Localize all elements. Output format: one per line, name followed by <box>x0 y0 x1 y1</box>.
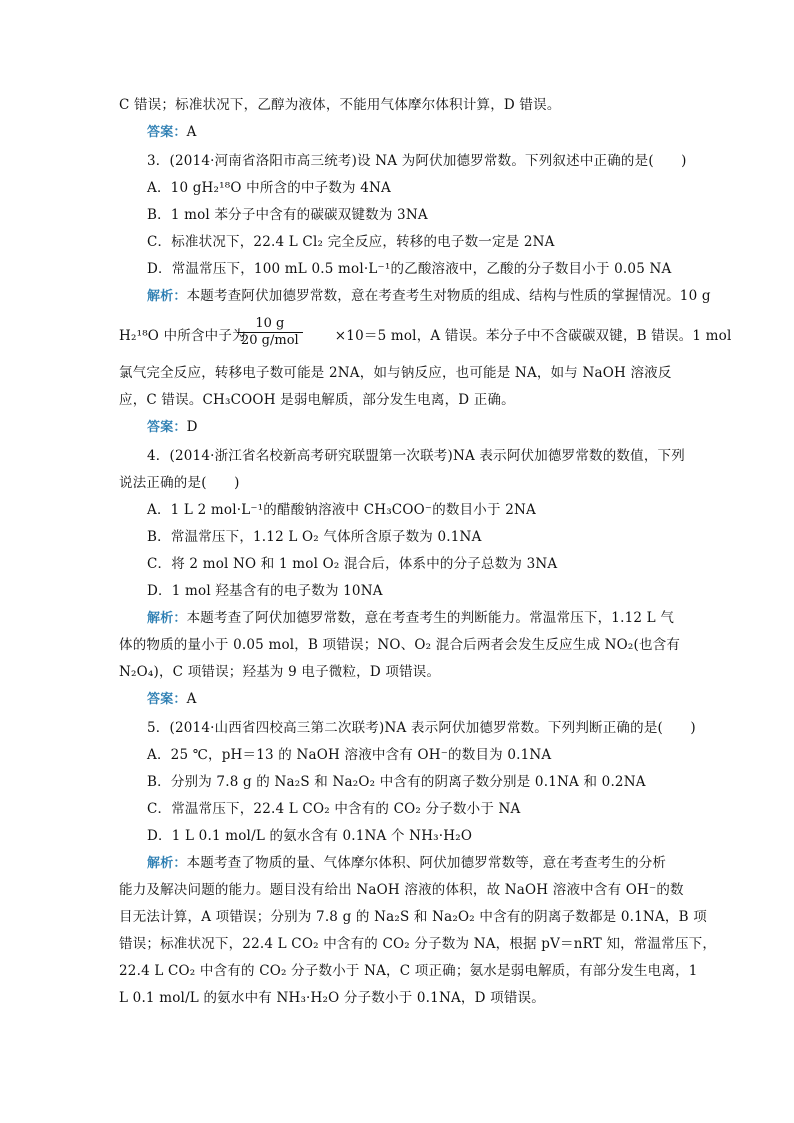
answer-label: 答案： <box>147 420 187 435</box>
answer-value: A <box>186 124 197 140</box>
question-4-option-c: C．将 2 mol NO 和 1 mol O₂ 混合后，体系中的分子总数为 3NA <box>147 556 558 572</box>
explanation-label: 解析： <box>147 611 187 626</box>
question-4-option-d: D．1 mol 羟基含有的电子数为 10NA <box>147 583 383 599</box>
explanation-label: 解析： <box>147 289 187 304</box>
answer-line <box>147 417 198 438</box>
question-3-stem: 3．(2014·河南省洛阳市高三统考)设 NA 为阿伏加德罗常数。下列叙述中正确的是( ) <box>147 153 687 169</box>
explanation-3-line-4: 应，C 错误。CH₃COOH 是弱电解质，部分发生电离，D 正确。 <box>119 392 515 408</box>
question-4-stem-line-1: 4．(2014·浙江省名校新高考研究联盟第一次联考)NA 表示阿伏加德罗常数的数值，下列 <box>147 448 685 464</box>
answer-value: D <box>186 419 198 435</box>
explanation-3-line-3: 氯气完全反应，转移电子数可能是 2NA，如与钠反应，也可能是 NA，如与 NaOH 溶液反 <box>119 365 672 381</box>
question-3-option-b: B．1 mol 苯分子中含有的碳碳双键数为 3NA <box>147 207 428 223</box>
fraction-numerator: 10 g <box>255 316 285 331</box>
question-4-stem-line-2: 说法正确的是( ) <box>119 475 240 491</box>
question-3-option-d: D．常温常压下，100 mL 0.5 mol·L⁻¹的乙酸溶液中，乙酸的分子数目小于 0.05 NA <box>147 261 672 277</box>
question-5-option-a: A．25 ℃，pH＝13 的 NaOH 溶液中含有 OH⁻的数目为 0.1NA <box>147 747 552 763</box>
question-3-option-a: A．10 gH₂¹⁸O 中所含的中子数为 4NA <box>147 180 391 196</box>
explanation-5-line-3: 目无法计算，A 项错误；分别为 7.8 g 的 Na₂S 和 Na₂O₂ 中含有的阴离子数都是 0.1NA，B 项 <box>119 909 707 925</box>
fraction <box>237 316 303 349</box>
fraction-denominator: 20 g/mol <box>237 332 303 349</box>
explanation-5-line-4: 错误；标准状况下，22.4 L CO₂ 中含有的 CO₂ 分子数为 NA，根据 pV＝nRT 知，常温常压下， <box>119 936 717 952</box>
answer-label: 答案： <box>147 125 187 140</box>
explanation-5-line-2: 能力及解决问题的能力。题目没有给出 NaOH 溶液的体积，故 NaOH 溶液中含有 OH⁻的数 <box>119 882 684 898</box>
answer-value: A <box>186 691 197 707</box>
explanation-3-line-1: 解析：本题考查阿伏加德罗常数，意在考查考生对物质的组成、结构与性质的掌握情况。10 g <box>147 288 711 304</box>
explanation-5-line-6: L 0.1 mol/L 的氨水中有 NH₃·H₂O 分子数小于 0.1NA，D 项错误。 <box>119 990 545 1006</box>
explanation-4-line-1: 解析：本题考查了阿伏加德罗常数，意在考查考生的判断能力。常温常压下，1.12 L 气 <box>147 610 675 626</box>
explanation-5-line-1: 解析：本题考查了物质的量、气体摩尔体积、阿伏加德罗常数等，意在考查考生的分析 <box>147 855 667 871</box>
question-5-option-d: D．1 L 0.1 mol/L 的氨水含有 0.1NA 个 NH₃·H₂O <box>147 828 473 844</box>
question-5-option-b: B．分别为 7.8 g 的 Na₂S 和 Na₂O₂ 中含有的阴离子数分别是 0.1NA 和 0.2NA <box>147 774 646 790</box>
explanation-5-line-5: 22.4 L CO₂ 中含有的 CO₂ 分子数小于 NA，C 项正确；氨水是弱电解质，有部分发生电离，1 <box>119 963 698 979</box>
explanation-4-line-2: 体的物质的量小于 0.05 mol，B 项错误；NO、O₂ 混合后两者会发生反应生成 NO₂(也含有 <box>119 637 681 653</box>
answer-line <box>147 689 197 710</box>
question-5-stem: 5．(2014·山西省四校高三第二次联考)NA 表示阿伏加德罗常数。下列判断正确的是( ) <box>147 720 696 736</box>
text-line: C 错误；标准状况下，乙醇为液体，不能用气体摩尔体积计算，D 错误。 <box>119 97 561 113</box>
question-3-option-c: C．标准状况下，22.4 L Cl₂ 完全反应，转移的电子数一定是 2NA <box>147 234 555 250</box>
answer-line <box>147 122 197 143</box>
explanation-label: 解析： <box>147 856 187 871</box>
explanation-3-line-2: H₂¹⁸O 中所含中子为 ×10＝5 mol，A 错误。苯分子中不含碳碳双键，B 错误。1 mol <box>119 328 732 344</box>
answer-label: 答案： <box>147 692 187 707</box>
question-4-option-b: B．常温常压下，1.12 L O₂ 气体所含原子数为 0.1NA <box>147 529 482 545</box>
question-5-option-c: C．常温常压下，22.4 L CO₂ 中含有的 CO₂ 分子数小于 NA <box>147 801 521 817</box>
explanation-4-line-3: N₂O₄)，C 项错误；羟基为 9 电子微粒，D 项错误。 <box>119 664 441 680</box>
question-4-option-a: A．1 L 2 mol·L⁻¹的醋酸钠溶液中 CH₃COO⁻的数目小于 2NA <box>147 502 536 518</box>
